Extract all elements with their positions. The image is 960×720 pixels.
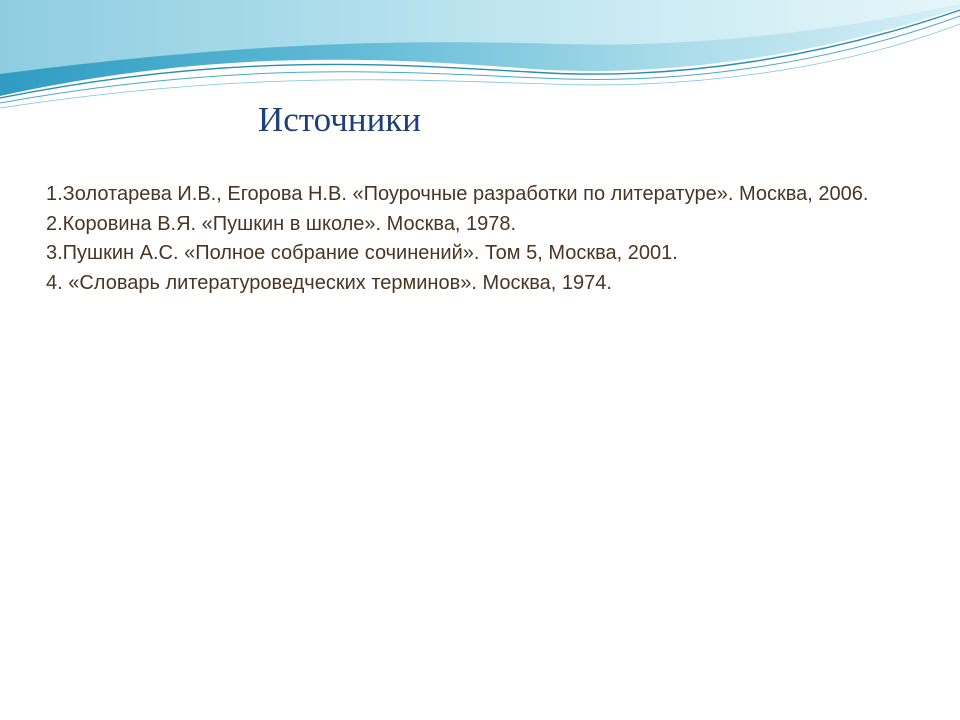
source-item: 4. «Словарь литературоведческих терминов». Москва, 1974. xyxy=(46,271,612,294)
source-item: 2.Коровина В.Я. «Пушкин в школе». Москва, 1978. xyxy=(46,212,517,235)
sources-list xyxy=(46,180,926,298)
source-item: 1.Золотарева И.В., Егорова Н.В. «Поурочные разработки по литературе». Москва, 2006. xyxy=(46,183,869,205)
source-item: 3.Пушкин А.С. «Полное собрание сочинений». Том 5, Москва, 2001. xyxy=(46,242,678,264)
wave-header-decoration xyxy=(0,0,960,120)
slide-title: Источники xyxy=(258,100,422,139)
